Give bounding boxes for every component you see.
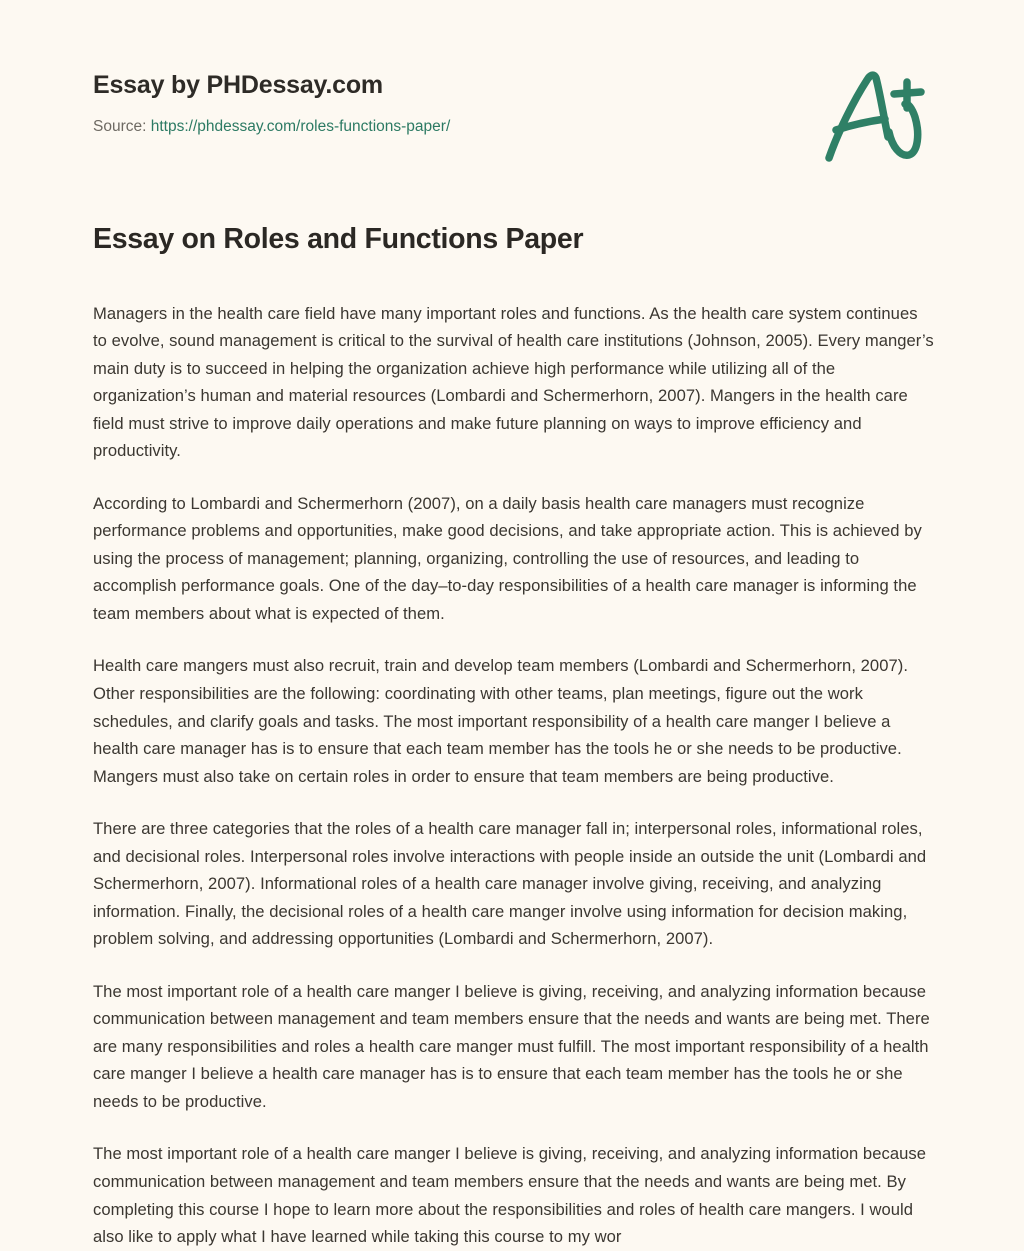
- article: [93, 222, 934, 1251]
- brand-block: [93, 70, 713, 137]
- source-line: [93, 117, 713, 137]
- paragraph: The most important role of a health care manger I believe is giving, receiving, and analyzing information because communication between management and team members ensure that the needs and wants are being met. By completing this course I hope to learn more about the responsibilities and roles of health care mangers. I would also like to apply what I have learned while taking this course to my wor: [93, 1144, 927, 1247]
- brand-title: Essay by PHDessay.com: [93, 71, 383, 99]
- aplus-logo-icon: [812, 62, 930, 166]
- article-body: [93, 300, 934, 1251]
- page-header: [0, 0, 1024, 185]
- paragraph: Managers in the health care field have many important roles and functions. As the health care system continues to evolve, sound management is critical to the survival of health care institutions (Johnson, 2005). Every manger’s main duty is to succeed in helping the organization achieve high performance while utilizing all of the organization’s human and material resources (Lombardi and Schermerhorn, 2007). Mangers in the health care field must strive to improve daily operations and make future planning on ways to improve efficiency and productivity.: [93, 303, 934, 461]
- paragraph: The most important role of a health care manger I believe is giving, receiving, and analyzing information because communication between management and team members ensure that the needs and wants are being met. There are many responsibilities and roles a health care manger must fulfill. The most important responsibility of a health care manger I believe a health care manager has is to ensure that each team member has the tools he or she needs to be productive.: [93, 981, 930, 1111]
- source-label: Source:: [93, 118, 151, 135]
- paragraph: There are three categories that the roles of a health care manager fall in; interpersonal roles, informational roles, and decisional roles. Interpersonal roles involve interactions with people inside an outside the unit (Lombardi and Schermerhorn, 2007). Informational roles of a health care manager involve giving, receiving, and analyzing information. Finally, the decisional roles of a health care manger involve using information for decision making, problem solving, and addressing opportunities (Lombardi and Schermerhorn, 2007).: [93, 819, 927, 949]
- source-url-link[interactable]: https://phdessay.com/roles-functions-paper/: [150, 118, 451, 135]
- page-title: Essay on Roles and Functions Paper: [93, 223, 584, 255]
- paragraph: Health care mangers must also recruit, train and develop team members (Lombardi and Schermerhorn, 2007). Other responsibilities are the following: coordinating with other teams, plan meetings, figure out the work schedules, and clarify goals and tasks. The most important responsibility of a health care manger I believe a health care manager has is to ensure that each team member has the tools he or she needs to be productive. Mangers must also take on certain roles in order to ensure that team members are being productive.: [93, 656, 908, 786]
- paragraph: According to Lombardi and Schermerhorn (2007), on a daily basis health care managers must recognize performance problems and opportunities, make good decisions, and take appropriate action. This is achieved by using the process of management; planning, organizing, controlling the use of resources, and leading to accomplish performance goals. One of the day–to-day responsibilities of a health care manager is informing the team members about what is expected of them.: [93, 493, 922, 623]
